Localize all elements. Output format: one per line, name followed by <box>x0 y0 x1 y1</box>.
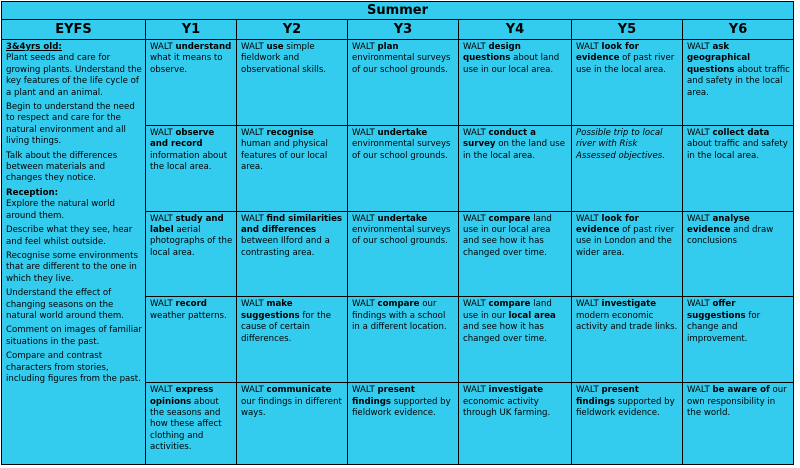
objective-post: human and physical features of our local area. <box>241 139 328 173</box>
objective-post: weather patterns. <box>150 310 227 321</box>
objective-cell-y4 <box>459 125 572 211</box>
objective-pre: WALT <box>150 299 176 310</box>
objective-pre: WALT <box>463 299 489 310</box>
column-header-y1: Y1 <box>146 20 237 40</box>
objective-pre: WALT <box>150 127 176 138</box>
objective-bold: look for evidence <box>576 213 639 236</box>
objective-bold: look for evidence <box>576 42 639 64</box>
objective-cell-y1 <box>146 40 237 126</box>
objective-cell-y4 <box>459 40 572 126</box>
objective-pre: WALT <box>150 42 176 52</box>
objective-post: supported by fieldwork evidence. <box>352 396 451 419</box>
objective-pre: WALT <box>687 385 713 396</box>
objective-post: land use in our <box>463 299 552 321</box>
objective-cell-y5 <box>572 383 683 465</box>
objective-pre: WALT <box>241 127 267 138</box>
eyfs-item: Comment on images of familiar situations in the past. <box>6 325 142 347</box>
objective-italic: Possible trip to local river with Risk Assessed objectives. <box>576 127 666 161</box>
objective-pre: WALT <box>463 385 489 396</box>
objective-cell-y3 <box>348 211 459 297</box>
objective-post: land use in our local area and see how it has changed over time. <box>463 213 552 258</box>
objective-post: economic activity through UK farming. <box>463 396 551 419</box>
objective-cell-y2 <box>237 297 348 383</box>
objective-post: for the cause of certain differences. <box>241 310 332 344</box>
eyfs-item: Talk about the differences between materials and changes they notice. <box>6 150 118 184</box>
eyfs-item: Describe what they see, hear and feel whilst outside. <box>6 225 133 247</box>
objective-pre: WALT <box>241 213 267 224</box>
eyfs-item: Understand the effect of changing seasons on the natural world around them. <box>6 288 124 321</box>
objective-pre: WALT <box>241 385 267 396</box>
objective-bold: ask geographical questions <box>687 42 751 75</box>
objective-post: about land use in our local area. <box>463 53 560 75</box>
objective-cell-y1 <box>146 297 237 383</box>
objective-pre: WALT <box>241 299 267 310</box>
objective-bold: use <box>266 42 284 52</box>
column-header-y4: Y4 <box>459 20 572 40</box>
objective-post: about traffic and safety in the local area. <box>687 64 790 98</box>
eyfs-item: Compare and contrast characters from stories, including figures from the past. <box>6 351 141 384</box>
objective-post: of past river use in London and the wider area. <box>576 225 675 258</box>
objective-cell-y4 <box>459 297 572 383</box>
objective-post: for change and improvement. <box>687 310 761 344</box>
objective-post2: and see how it has changed over time. <box>463 322 547 344</box>
objective-post: environmental surveys of our school grounds. <box>352 53 451 75</box>
objective-pre: WALT <box>687 213 713 224</box>
column-header-y2: Y2 <box>237 20 348 40</box>
eyfs-cell <box>2 40 146 465</box>
objective-pre: WALT <box>576 385 602 396</box>
objective-post: aerial photographs of the local area. <box>150 225 233 258</box>
objective-post: simple fieldwork and observational skills. <box>241 42 327 75</box>
objective-post: environmental surveys of our school grounds. <box>352 225 451 247</box>
objective-cell-y3 <box>348 297 459 383</box>
objective-bold: study and label <box>150 213 224 236</box>
objective-bold: analyse evidence <box>687 213 750 236</box>
objective-bold: recognise <box>266 127 314 138</box>
objective-cell-y6 <box>683 297 794 383</box>
objective-cell-y3 <box>348 383 459 465</box>
objective-bold: compare <box>488 299 531 310</box>
objective-post: between Ilford and a contrasting area. <box>241 236 330 258</box>
objective-post: our findings in different ways. <box>241 396 342 419</box>
objective-bold: conduct a survey <box>463 127 536 150</box>
objective-bold: be aware of <box>712 385 770 396</box>
objective-cell-y3 <box>348 40 459 126</box>
column-header-y6: Y6 <box>683 20 794 40</box>
column-header-row <box>2 20 794 40</box>
objective-cell-y5 <box>572 125 683 211</box>
objective-bold: compare <box>488 213 531 224</box>
objective-pre: WALT <box>687 127 713 138</box>
objective-pre: WALT <box>352 385 378 396</box>
table-row <box>2 40 794 126</box>
objective-pre: WALT <box>150 385 176 396</box>
objective-pre: WALT <box>463 127 489 138</box>
column-header-y3: Y3 <box>348 20 459 40</box>
eyfs-item: Plant seeds and care for growing plants. Understand the key features of the life cycle of a plant and an animal. <box>6 53 142 98</box>
objective-bold: present findings <box>576 385 639 407</box>
objective-pre: WALT <box>687 42 713 52</box>
objective-cell-y2 <box>237 211 348 297</box>
objective-cell-y5 <box>572 40 683 126</box>
objective-bold: design questions <box>463 42 521 64</box>
objective-pre: WALT <box>352 42 378 52</box>
objective-bold: find similarities and differences <box>241 213 343 236</box>
objective-cell-y1 <box>146 383 237 465</box>
objective-pre: WALT <box>241 42 267 52</box>
objective-post: information about the local area. <box>150 150 228 173</box>
objective-cell-y5 <box>572 297 683 383</box>
objective-post: supported by fieldwork evidence. <box>576 396 675 419</box>
objective-cell-y2 <box>237 125 348 211</box>
objective-bold2: local area <box>508 310 556 321</box>
column-header-y5: Y5 <box>572 20 683 40</box>
objective-cell-y6 <box>683 125 794 211</box>
objective-cell-y4 <box>459 383 572 465</box>
eyfs-group-label: 3&4yrs old: <box>6 42 62 52</box>
objective-cell-y6 <box>683 40 794 126</box>
objective-cell-y2 <box>237 383 348 465</box>
eyfs-item: Recognise some environments that are different to the one in which they live. <box>6 250 138 284</box>
objective-cell-y2 <box>237 40 348 126</box>
objective-post: our own responsibility in the world. <box>687 385 787 419</box>
objective-pre: WALT <box>576 299 602 310</box>
objective-bold: investigate <box>488 385 544 396</box>
objective-pre: WALT <box>576 213 602 224</box>
column-header-eyfs: EYFS <box>2 20 146 40</box>
objective-post: on the land use in the local area. <box>463 139 566 161</box>
objective-cell-y4 <box>459 211 572 297</box>
curriculum-sheet <box>1 1 793 465</box>
objective-cell-y1 <box>146 125 237 211</box>
objective-bold: collect data <box>712 127 770 138</box>
summer-curriculum-table <box>1 1 794 465</box>
objective-pre: WALT <box>352 299 378 310</box>
objective-bold: offer suggestions <box>687 299 746 321</box>
objective-bold: present findings <box>352 385 415 407</box>
objective-cell-y3 <box>348 125 459 211</box>
objective-cell-y1 <box>146 211 237 297</box>
eyfs-item: Begin to understand the need to respect and care for the natural environment and all living things. <box>6 102 135 147</box>
objective-post: what it means to observe. <box>150 53 223 75</box>
objective-pre: WALT <box>150 213 176 224</box>
eyfs-item: Explore the natural world around them. <box>6 199 115 221</box>
objective-pre: WALT <box>352 213 378 224</box>
objective-bold: communicate <box>266 385 332 396</box>
objective-post: environmental surveys of our school grounds. <box>352 139 451 161</box>
objective-post: about the seasons and how these affect clothing and activities. <box>150 396 222 453</box>
eyfs-group-label: Reception: <box>6 187 59 198</box>
objective-bold: undertake <box>377 127 428 138</box>
objective-bold: record <box>175 299 207 310</box>
objective-post: of past river use in the local area. <box>576 53 675 75</box>
objective-bold: investigate <box>601 299 657 310</box>
objective-bold: compare <box>377 299 420 310</box>
objective-pre: WALT <box>352 127 378 138</box>
objective-post: about traffic and safety in the local area. <box>687 139 788 161</box>
objective-pre: WALT <box>576 42 602 52</box>
objective-cell-y6 <box>683 383 794 465</box>
objective-bold: observe and record <box>150 127 215 150</box>
objective-bold: understand <box>175 42 232 52</box>
objective-bold: express opinions <box>150 385 214 407</box>
objective-bold: plan <box>377 42 399 52</box>
objective-post: modern economic activity and trade links. <box>576 310 678 333</box>
table-title: Summer <box>2 2 794 20</box>
objective-pre: WALT <box>463 42 489 52</box>
objective-cell-y6 <box>683 211 794 297</box>
objective-pre: WALT <box>687 299 713 310</box>
objective-bold: make suggestions <box>241 299 300 321</box>
objective-pre: WALT <box>463 213 489 224</box>
objective-bold: undertake <box>377 213 428 224</box>
objective-cell-y5 <box>572 211 683 297</box>
objective-post: and draw conclusions <box>687 225 774 247</box>
objective-post: our findings with a school in a different location. <box>352 299 447 333</box>
